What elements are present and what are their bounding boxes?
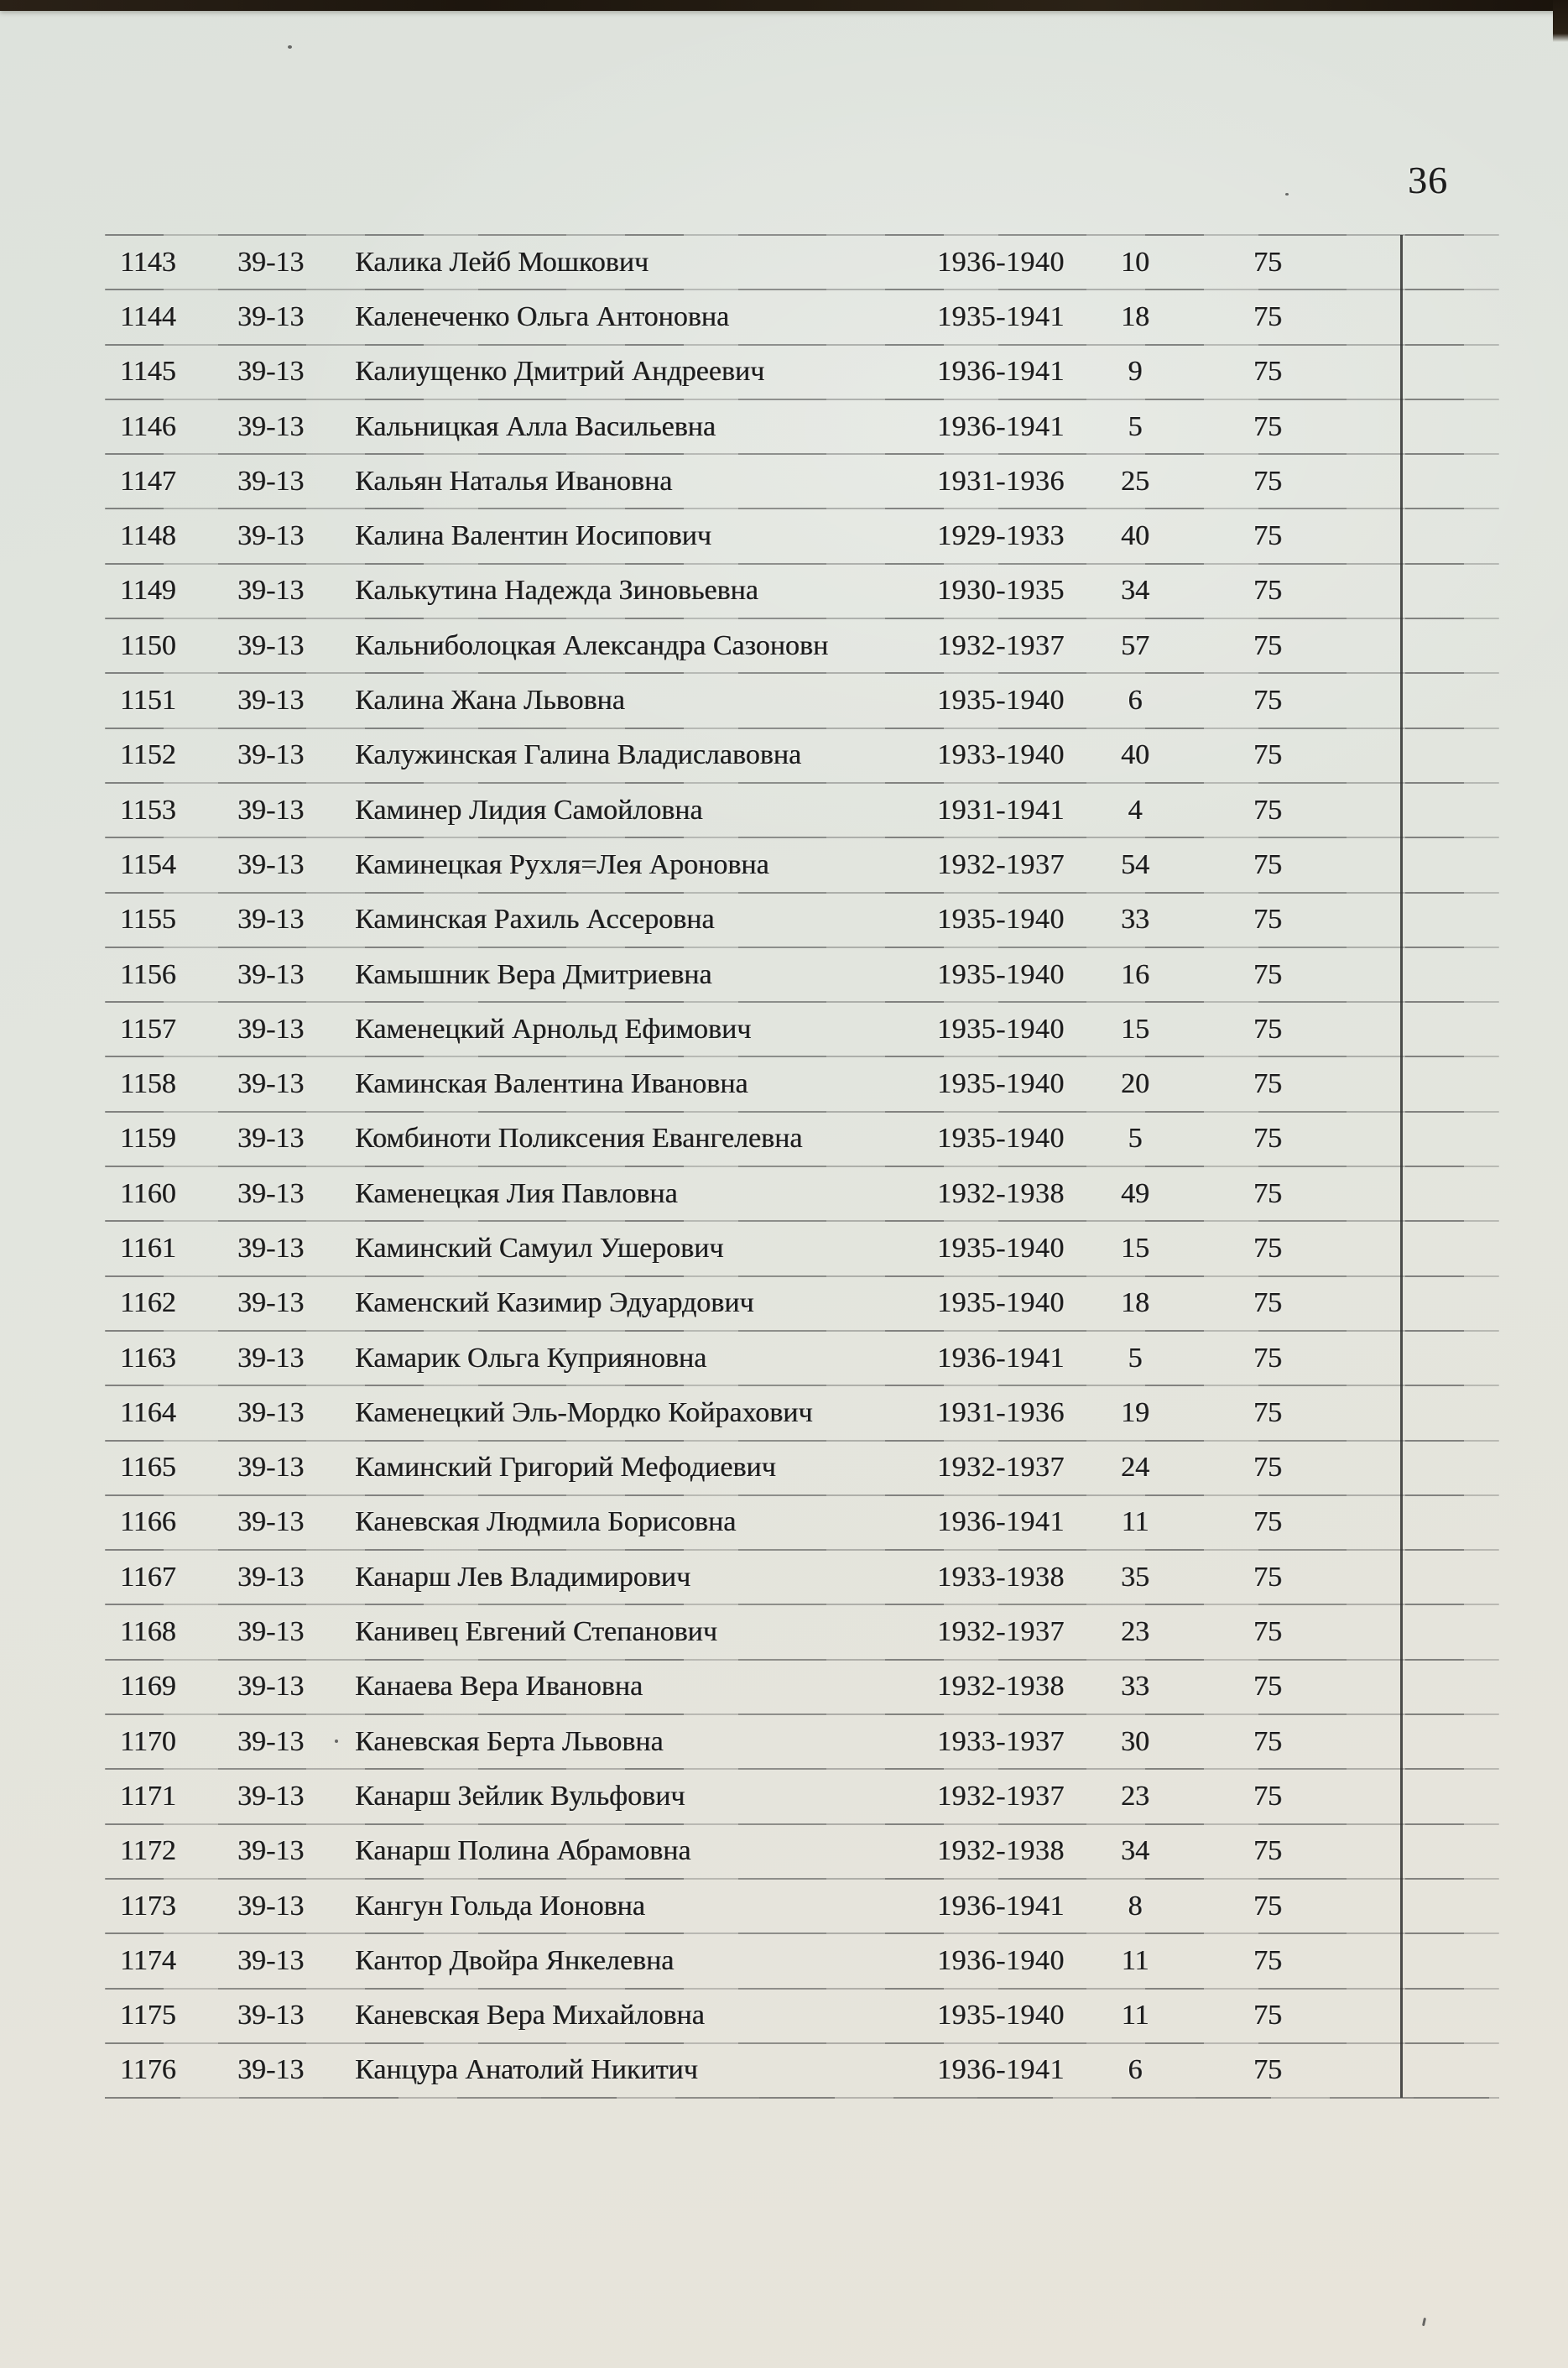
cell-fee: 75 xyxy=(1253,1561,1282,1593)
cell-full_name: Каменецкая Лия Павловна xyxy=(355,1177,678,1209)
cell-years: 1933-1940 xyxy=(937,739,1065,771)
cell-file_count: 23 xyxy=(1121,1780,1149,1812)
cell-years: 1936-1941 xyxy=(937,1342,1065,1374)
cell-fee: 75 xyxy=(1253,520,1282,552)
cell-years: 1935-1940 xyxy=(937,1287,1065,1319)
cell-years: 1931-1941 xyxy=(937,794,1065,826)
cell-row_number: 1152 xyxy=(120,739,176,771)
cell-file_count: 23 xyxy=(1121,1616,1149,1648)
cell-archive_code: 39-13 xyxy=(237,246,305,278)
cell-years: 1936-1940 xyxy=(937,246,1065,278)
cell-archive_code: 39-13 xyxy=(237,848,305,880)
table-row xyxy=(105,1550,1499,1604)
cell-archive_code: 39-13 xyxy=(237,794,305,826)
cell-archive_code: 39-13 xyxy=(237,2000,305,2032)
cell-full_name: Кальян Наталья Ивановна xyxy=(355,465,673,497)
cell-file_count: 5 xyxy=(1128,1123,1143,1155)
cell-full_name: Каминецкая Рухля=Лея Ароновна xyxy=(355,848,769,880)
cell-full_name: Каминская Валентина Ивановна xyxy=(355,1068,748,1100)
cell-fee: 75 xyxy=(1253,1232,1282,1264)
table-row xyxy=(105,1660,1499,1714)
cell-years: 1932-1937 xyxy=(937,1780,1065,1812)
cell-archive_code: 39-13 xyxy=(237,1835,305,1867)
cell-years: 1932-1937 xyxy=(937,1616,1065,1648)
table-row xyxy=(105,1879,1499,1933)
cell-years: 1935-1941 xyxy=(937,300,1065,332)
cell-row_number: 1143 xyxy=(120,246,176,278)
table-row xyxy=(105,1604,1499,1659)
cell-years: 1932-1938 xyxy=(937,1835,1065,1867)
table-row xyxy=(105,399,1499,454)
cell-row_number: 1154 xyxy=(120,848,176,880)
cell-full_name: Каминская Рахиль Ассеровна xyxy=(355,904,715,936)
table-row xyxy=(105,728,1499,783)
table-column-rule xyxy=(1400,235,1403,2098)
scan-edge-corner xyxy=(1553,0,1568,42)
cell-file_count: 6 xyxy=(1128,2054,1143,2086)
cell-archive_code: 39-13 xyxy=(237,1944,305,1976)
cell-archive_code: 39-13 xyxy=(237,1616,305,1648)
table-row xyxy=(105,947,1499,1002)
cell-row_number: 1161 xyxy=(120,1232,176,1264)
scan-speck xyxy=(335,1739,338,1743)
cell-fee: 75 xyxy=(1253,1835,1282,1867)
archive-table-rows xyxy=(105,235,1499,2098)
cell-archive_code: 39-13 xyxy=(237,1725,305,1757)
cell-row_number: 1171 xyxy=(120,1780,176,1812)
cell-file_count: 40 xyxy=(1121,520,1149,552)
cell-archive_code: 39-13 xyxy=(237,2054,305,2086)
scan-speck xyxy=(1422,2318,1426,2326)
cell-fee: 75 xyxy=(1253,1671,1282,1703)
cell-years: 1936-1941 xyxy=(937,410,1065,442)
cell-file_count: 19 xyxy=(1121,1396,1149,1428)
cell-file_count: 15 xyxy=(1121,1232,1149,1264)
cell-years: 1936-1941 xyxy=(937,1890,1065,1922)
cell-file_count: 15 xyxy=(1121,1013,1149,1045)
page-number: 36 xyxy=(1408,159,1448,201)
cell-fee: 75 xyxy=(1253,1177,1282,1209)
cell-fee: 75 xyxy=(1253,739,1282,771)
table-row xyxy=(105,893,1499,947)
cell-full_name: Каминер Лидия Самойловна xyxy=(355,794,703,826)
table-row xyxy=(105,1112,1499,1166)
cell-fee: 75 xyxy=(1253,1342,1282,1374)
cell-file_count: 11 xyxy=(1121,1944,1149,1976)
cell-fee: 75 xyxy=(1253,1616,1282,1648)
cell-years: 1931-1936 xyxy=(937,465,1065,497)
cell-full_name: Канивец Евгений Степанович xyxy=(355,1616,717,1648)
table-row xyxy=(105,1002,1499,1056)
cell-row_number: 1146 xyxy=(120,410,176,442)
cell-full_name: Кальниболоцкая Александра Сазоновн xyxy=(355,629,829,661)
cell-archive_code: 39-13 xyxy=(237,465,305,497)
cell-full_name: Каминский Григорий Мефодиевич xyxy=(355,1452,776,1484)
table-row xyxy=(105,289,1499,344)
cell-years: 1936-1941 xyxy=(937,2054,1065,2086)
cell-file_count: 9 xyxy=(1128,356,1143,388)
cell-file_count: 30 xyxy=(1121,1725,1149,1757)
cell-years: 1930-1935 xyxy=(937,575,1065,607)
cell-fee: 75 xyxy=(1253,1068,1282,1100)
cell-row_number: 1176 xyxy=(120,2054,176,2086)
cell-years: 1933-1937 xyxy=(937,1725,1065,1757)
cell-archive_code: 39-13 xyxy=(237,1506,305,1538)
cell-row_number: 1165 xyxy=(120,1452,176,1484)
cell-file_count: 18 xyxy=(1121,1287,1149,1319)
cell-full_name: Каменецкий Эль-Мордко Койрахович xyxy=(355,1396,813,1428)
cell-full_name: Кантор Двойра Янкелевна xyxy=(355,1944,675,1976)
cell-full_name: Канаева Вера Ивановна xyxy=(355,1671,643,1703)
cell-fee: 75 xyxy=(1253,2054,1282,2086)
cell-archive_code: 39-13 xyxy=(237,629,305,661)
cell-file_count: 24 xyxy=(1121,1452,1149,1484)
cell-full_name: Каневская Вера Михайловна xyxy=(355,2000,705,2032)
cell-file_count: 10 xyxy=(1121,246,1149,278)
cell-full_name: Калика Лейб Мошкович xyxy=(355,246,649,278)
cell-file_count: 11 xyxy=(1121,1506,1149,1538)
table-row xyxy=(105,1276,1499,1331)
cell-years: 1932-1937 xyxy=(937,848,1065,880)
cell-archive_code: 39-13 xyxy=(237,1287,305,1319)
cell-fee: 75 xyxy=(1253,246,1282,278)
cell-archive_code: 39-13 xyxy=(237,958,305,990)
cell-archive_code: 39-13 xyxy=(237,685,305,717)
table-row xyxy=(105,1714,1499,1769)
cell-row_number: 1174 xyxy=(120,1944,176,1976)
cell-years: 1935-1940 xyxy=(937,1232,1065,1264)
cell-row_number: 1170 xyxy=(120,1725,176,1757)
cell-row_number: 1150 xyxy=(120,629,176,661)
cell-file_count: 34 xyxy=(1121,575,1149,607)
cell-file_count: 33 xyxy=(1121,1671,1149,1703)
table-row xyxy=(105,1933,1499,1988)
cell-row_number: 1155 xyxy=(120,904,176,936)
cell-row_number: 1175 xyxy=(120,2000,176,2032)
cell-years: 1932-1938 xyxy=(937,1177,1065,1209)
cell-archive_code: 39-13 xyxy=(237,739,305,771)
cell-archive_code: 39-13 xyxy=(237,1890,305,1922)
cell-full_name: Канцура Анатолий Никитич xyxy=(355,2054,698,2086)
table-row xyxy=(105,1166,1499,1221)
cell-years: 1935-1940 xyxy=(937,904,1065,936)
cell-fee: 75 xyxy=(1253,1396,1282,1428)
cell-row_number: 1148 xyxy=(120,520,176,552)
cell-archive_code: 39-13 xyxy=(237,1561,305,1593)
table-row xyxy=(105,2043,1499,2098)
cell-fee: 75 xyxy=(1253,356,1282,388)
table-row xyxy=(105,1495,1499,1550)
cell-fee: 75 xyxy=(1253,1890,1282,1922)
cell-file_count: 8 xyxy=(1128,1890,1143,1922)
cell-years: 1929-1933 xyxy=(937,520,1065,552)
cell-row_number: 1149 xyxy=(120,575,176,607)
cell-row_number: 1172 xyxy=(120,1835,176,1867)
cell-row_number: 1157 xyxy=(120,1013,176,1045)
cell-full_name: Кальницкая Алла Васильевна xyxy=(355,410,716,442)
cell-years: 1936-1940 xyxy=(937,1944,1065,1976)
cell-full_name: Калькутина Надежда Зиновьевна xyxy=(355,575,758,607)
cell-years: 1935-1940 xyxy=(937,685,1065,717)
cell-file_count: 5 xyxy=(1128,1342,1143,1374)
scan-speck xyxy=(288,45,292,49)
table-row xyxy=(105,1769,1499,1823)
archive-table xyxy=(105,235,1499,2098)
cell-years: 1932-1937 xyxy=(937,629,1065,661)
cell-archive_code: 39-13 xyxy=(237,904,305,936)
cell-fee: 75 xyxy=(1253,1287,1282,1319)
cell-row_number: 1167 xyxy=(120,1561,176,1593)
cell-years: 1935-1940 xyxy=(937,1013,1065,1045)
cell-row_number: 1173 xyxy=(120,1890,176,1922)
cell-fee: 75 xyxy=(1253,1123,1282,1155)
cell-file_count: 16 xyxy=(1121,958,1149,990)
cell-row_number: 1145 xyxy=(120,356,176,388)
cell-full_name: Каменский Казимир Эдуардович xyxy=(355,1287,754,1319)
cell-years: 1936-1941 xyxy=(937,356,1065,388)
cell-row_number: 1158 xyxy=(120,1068,176,1100)
cell-file_count: 6 xyxy=(1128,685,1143,717)
cell-archive_code: 39-13 xyxy=(237,1013,305,1045)
cell-full_name: Калина Валентин Иосипович xyxy=(355,520,711,552)
cell-years: 1931-1936 xyxy=(937,1396,1065,1428)
cell-fee: 75 xyxy=(1253,685,1282,717)
cell-full_name: Камышник Вера Дмитриевна xyxy=(355,958,712,990)
cell-fee: 75 xyxy=(1253,904,1282,936)
cell-file_count: 34 xyxy=(1121,1835,1149,1867)
cell-file_count: 18 xyxy=(1121,300,1149,332)
cell-archive_code: 39-13 xyxy=(237,1123,305,1155)
cell-full_name: Комбиноти Поликсения Евангелевна xyxy=(355,1123,803,1155)
scan-speck xyxy=(1285,193,1289,196)
table-row xyxy=(105,783,1499,837)
cell-years: 1932-1937 xyxy=(937,1452,1065,1484)
cell-row_number: 1163 xyxy=(120,1342,176,1374)
cell-years: 1935-1940 xyxy=(937,1068,1065,1100)
table-row xyxy=(105,1331,1499,1385)
cell-full_name: Каневская Берта Львовна xyxy=(355,1725,664,1757)
cell-archive_code: 39-13 xyxy=(237,356,305,388)
cell-archive_code: 39-13 xyxy=(237,1780,305,1812)
cell-full_name: Канарш Полина Абрамовна xyxy=(355,1835,691,1867)
cell-row_number: 1144 xyxy=(120,300,176,332)
cell-file_count: 4 xyxy=(1128,794,1143,826)
cell-archive_code: 39-13 xyxy=(237,1452,305,1484)
cell-fee: 75 xyxy=(1253,1452,1282,1484)
cell-archive_code: 39-13 xyxy=(237,1342,305,1374)
table-row xyxy=(105,454,1499,509)
cell-full_name: Каминский Самуил Ушерович xyxy=(355,1232,724,1264)
cell-archive_code: 39-13 xyxy=(237,1232,305,1264)
cell-years: 1932-1938 xyxy=(937,1671,1065,1703)
cell-archive_code: 39-13 xyxy=(237,1671,305,1703)
cell-years: 1935-1940 xyxy=(937,1123,1065,1155)
cell-fee: 75 xyxy=(1253,575,1282,607)
cell-fee: 75 xyxy=(1253,410,1282,442)
cell-full_name: Каневская Людмила Борисовна xyxy=(355,1506,737,1538)
table-row xyxy=(105,1221,1499,1275)
cell-full_name: Камарик Ольга Куприяновна xyxy=(355,1342,707,1374)
cell-full_name: Канарш Зейлик Вульфович xyxy=(355,1780,685,1812)
cell-archive_code: 39-13 xyxy=(237,575,305,607)
table-row xyxy=(105,235,1499,289)
cell-full_name: Каменецкий Арнольд Ефимович xyxy=(355,1013,752,1045)
cell-row_number: 1164 xyxy=(120,1396,176,1428)
table-row xyxy=(105,345,1499,399)
cell-fee: 75 xyxy=(1253,2000,1282,2032)
cell-archive_code: 39-13 xyxy=(237,300,305,332)
cell-full_name: Канарш Лев Владимирович xyxy=(355,1561,691,1593)
cell-fee: 75 xyxy=(1253,1780,1282,1812)
cell-full_name: Каленеченко Ольга Антоновна xyxy=(355,300,730,332)
cell-fee: 75 xyxy=(1253,1944,1282,1976)
cell-row_number: 1162 xyxy=(120,1287,176,1319)
cell-archive_code: 39-13 xyxy=(237,1068,305,1100)
table-row xyxy=(105,618,1499,673)
cell-row_number: 1147 xyxy=(120,465,176,497)
cell-fee: 75 xyxy=(1253,848,1282,880)
cell-years: 1935-1940 xyxy=(937,2000,1065,2032)
table-row xyxy=(105,1824,1499,1879)
cell-years: 1936-1941 xyxy=(937,1506,1065,1538)
cell-file_count: 57 xyxy=(1121,629,1149,661)
cell-fee: 75 xyxy=(1253,1725,1282,1757)
cell-file_count: 20 xyxy=(1121,1068,1149,1100)
table-row xyxy=(105,1385,1499,1440)
table-row xyxy=(105,564,1499,618)
cell-file_count: 49 xyxy=(1121,1177,1149,1209)
cell-years: 1935-1940 xyxy=(937,958,1065,990)
cell-full_name: Калиущенко Дмитрий Андреевич xyxy=(355,356,765,388)
cell-row_number: 1159 xyxy=(120,1123,176,1155)
cell-file_count: 40 xyxy=(1121,739,1149,771)
table-row xyxy=(105,1989,1499,2043)
cell-row_number: 1151 xyxy=(120,685,176,717)
cell-file_count: 35 xyxy=(1121,1561,1149,1593)
cell-fee: 75 xyxy=(1253,465,1282,497)
cell-file_count: 33 xyxy=(1121,904,1149,936)
cell-archive_code: 39-13 xyxy=(237,1177,305,1209)
cell-row_number: 1153 xyxy=(120,794,176,826)
cell-fee: 75 xyxy=(1253,1506,1282,1538)
cell-row_number: 1156 xyxy=(120,958,176,990)
cell-row_number: 1168 xyxy=(120,1616,176,1648)
cell-fee: 75 xyxy=(1253,794,1282,826)
table-row xyxy=(105,1441,1499,1495)
cell-full_name: Кангун Гольда Ионовна xyxy=(355,1890,645,1922)
table-row xyxy=(105,837,1499,892)
scan-edge-top xyxy=(0,0,1568,11)
cell-years: 1933-1938 xyxy=(937,1561,1065,1593)
cell-fee: 75 xyxy=(1253,958,1282,990)
table-row xyxy=(105,509,1499,563)
table-row xyxy=(105,673,1499,728)
cell-fee: 75 xyxy=(1253,1013,1282,1045)
cell-full_name: Калина Жана Львовна xyxy=(355,685,625,717)
cell-row_number: 1169 xyxy=(120,1671,176,1703)
cell-file_count: 5 xyxy=(1128,410,1143,442)
cell-archive_code: 39-13 xyxy=(237,1396,305,1428)
cell-archive_code: 39-13 xyxy=(237,520,305,552)
cell-archive_code: 39-13 xyxy=(237,410,305,442)
cell-row_number: 1160 xyxy=(120,1177,176,1209)
cell-file_count: 54 xyxy=(1121,848,1149,880)
cell-full_name: Калужинская Галина Владиславовна xyxy=(355,739,802,771)
cell-fee: 75 xyxy=(1253,300,1282,332)
cell-file_count: 25 xyxy=(1121,465,1149,497)
cell-fee: 75 xyxy=(1253,629,1282,661)
table-row xyxy=(105,1056,1499,1111)
cell-row_number: 1166 xyxy=(120,1506,176,1538)
cell-file_count: 11 xyxy=(1121,2000,1149,2032)
